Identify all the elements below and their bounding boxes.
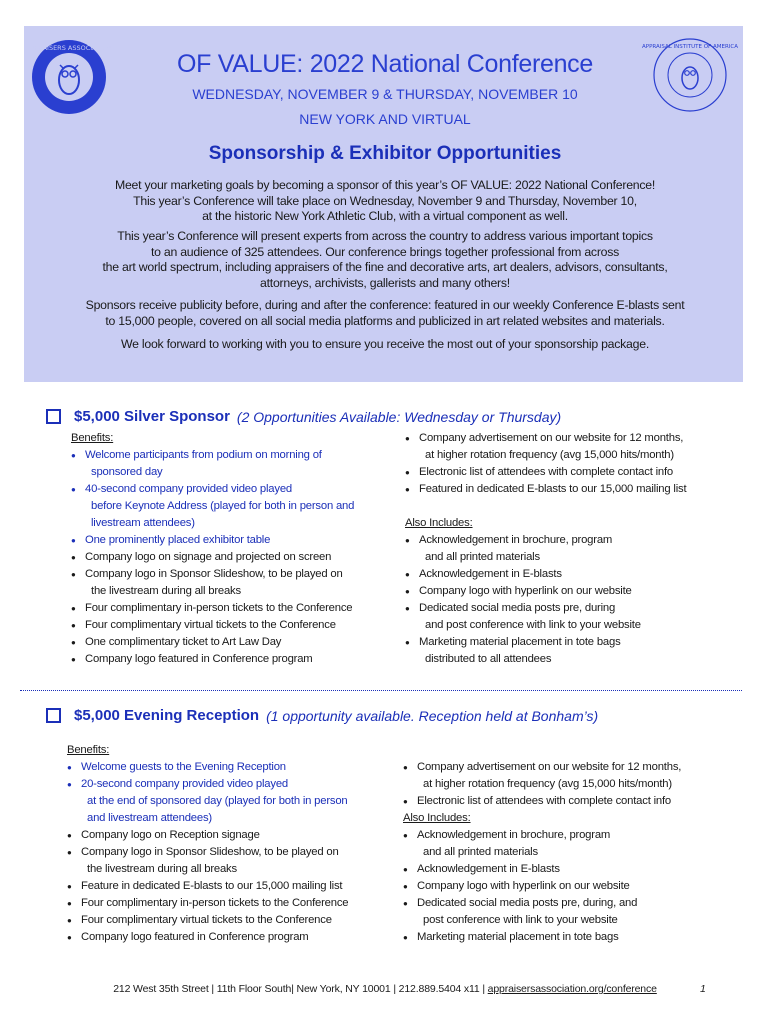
list-item (403, 895, 733, 929)
logo-right-label: APPRAISAL INSTITUTE OF AMERICA (642, 44, 738, 50)
list-item-text: and all printed materials (423, 846, 538, 858)
list-item-text: Company logo with hyperlink on our website (419, 585, 632, 597)
list-item (67, 759, 397, 776)
intro-line: Sponsors receive publicity before, during and after the conference: featured in our weekly Conference E-blasts sent (85, 298, 685, 312)
intro-line: This year’s Conference will present experts from across the country to address various important topics (117, 229, 653, 243)
also-includes-label: Also Includes: (405, 517, 473, 529)
list-item-text: Company logo featured in Conference program (81, 931, 309, 943)
list-item (71, 481, 396, 532)
benefits-label: Benefits: (67, 744, 110, 756)
silver-sponsor-header (46, 408, 561, 425)
list-item-text: at higher rotation frequency (avg 15,000 hits/month) (423, 778, 672, 790)
list-item (71, 600, 396, 617)
list-item (403, 878, 733, 895)
benefits-label: Benefits: (71, 432, 114, 444)
list-item-text: 20-second company provided video played (81, 778, 288, 790)
list-item-text: Electronic list of attendees with complete contact info (417, 795, 671, 807)
evening-reception-header (46, 707, 598, 724)
list-item-text: post conference with link to your website (423, 914, 618, 926)
appraisal-institute-logo (642, 36, 738, 114)
list-item (403, 793, 733, 810)
list-item (67, 878, 397, 895)
list-item-text: Acknowledgement in E-blasts (417, 863, 560, 875)
list-item (67, 776, 397, 827)
logo-left-label: APPRAISERS ASSOCIATION (26, 44, 112, 52)
list-item (71, 447, 396, 481)
evening-left-list (67, 759, 397, 946)
list-item-text: One complimentary ticket to Art Law Day (85, 636, 282, 648)
sponsorship-heading: Sponsorship & Exhibitor Opportunities (208, 143, 562, 164)
evening-reception-checkbox[interactable] (46, 708, 61, 723)
evening-reception-note: (1 opportunity available. Reception held at Bonham’s) (266, 707, 599, 724)
list-item-text: Four complimentary virtual tickets to the Conference (85, 619, 336, 631)
list-item-text: sponsored day (91, 466, 163, 478)
list-item (405, 532, 735, 566)
list-item-text: the livestream during all breaks (91, 585, 241, 597)
list-item (403, 929, 733, 946)
conference-dates: WEDNESDAY, NOVEMBER 9 & THURSDAY, NOVEMBER 10 (192, 86, 578, 102)
evening-also-list (403, 827, 733, 946)
intro-paragraph-2 (30, 229, 740, 291)
list-item-text: Company logo in Sponsor Slideshow, to be played on (85, 568, 343, 580)
intro-paragraph-1 (30, 178, 740, 225)
list-item-text: Featured in dedicated E-blasts to our 15,000 mailing list (419, 483, 687, 495)
list-item (67, 895, 397, 912)
list-item-text: and post conference with link to your website (425, 619, 641, 631)
list-item-text: Dedicated social media posts pre, during (419, 602, 616, 614)
silver-sponsor-title: $5,000 Silver Sponsor (74, 408, 230, 425)
conference-title: OF VALUE: 2022 National Conference (177, 50, 593, 78)
list-item (71, 532, 396, 549)
silver-left-list (71, 447, 396, 668)
footer-address: 212 West 35th Street | 11th Floor South| New York, NY 10001 | 212.889.5404 x11 | (113, 983, 488, 995)
footer (60, 983, 710, 995)
list-item (403, 827, 733, 861)
list-item-text: distributed to all attendees (425, 653, 552, 665)
list-item-text: Marketing material placement in tote bags (419, 636, 621, 648)
intro-line: Meet your marketing goals by becoming a sponsor of this year’s OF VALUE: 2022 National Conference! (114, 178, 656, 192)
list-item (405, 481, 735, 498)
also-includes-label: Also Includes: (403, 812, 471, 824)
silver-also-list (405, 532, 735, 668)
list-item-text: One prominently placed exhibitor table (85, 534, 271, 546)
list-item-text: Company logo on signage and projected on screen (85, 551, 332, 563)
list-item-text: Feature in dedicated E-blasts to our 15,000 mailing list (81, 880, 343, 892)
list-item (405, 430, 735, 464)
list-item-text: Acknowledgement in E-blasts (419, 568, 562, 580)
list-item (403, 759, 733, 793)
evening-right-list (403, 759, 733, 810)
list-item-text: Company logo with hyperlink on our website (417, 880, 630, 892)
list-item (405, 566, 735, 583)
evening-benefits-right (403, 759, 733, 946)
intro-paragraph-3 (30, 298, 740, 329)
intro-line: to 15,000 people, covered on all social media platforms and publicized in art related websites and materials. (105, 313, 665, 328)
list-item-text: Company advertisement on our website for 12 months, (417, 761, 682, 773)
evening-benefits-left (67, 742, 397, 946)
intro-line: to an audience of 325 attendees. Our conference brings together professional from across (150, 244, 620, 259)
list-item (71, 651, 396, 668)
list-item-text: Four complimentary in-person tickets to the Conference (85, 602, 353, 614)
list-item-text: and all printed materials (425, 551, 540, 563)
list-item (71, 566, 396, 600)
list-item (67, 912, 397, 929)
list-item-text: Dedicated social media posts pre, during, and (417, 897, 638, 909)
list-item (71, 634, 396, 651)
section-divider (20, 690, 742, 691)
list-item-text: Acknowledgement in brochure, program (419, 534, 613, 546)
list-item-text: Welcome participants from podium on morning of (85, 449, 322, 461)
list-item (67, 827, 397, 844)
list-item-text: and livestream attendees) (87, 812, 212, 824)
list-item-text: the livestream during all breaks (87, 863, 237, 875)
list-item (405, 634, 735, 668)
silver-benefits-left (71, 430, 396, 668)
list-item-text: Company logo on Reception signage (81, 829, 260, 841)
list-item-text: at the end of sponsored day (played for both in person (87, 795, 348, 807)
page-number: 1 (700, 983, 706, 995)
list-item-text: Four complimentary in-person tickets to the Conference (81, 897, 349, 909)
silver-benefits-right (405, 430, 735, 668)
silver-right-list (405, 430, 735, 498)
list-item (71, 549, 396, 566)
list-item-text: Marketing material placement in tote bags (417, 931, 619, 943)
silver-sponsor-checkbox[interactable] (46, 409, 61, 424)
list-item-text: livestream attendees) (91, 517, 195, 529)
list-item-text: 40-second company provided video played (85, 483, 292, 495)
list-item (403, 861, 733, 878)
evening-reception-title: $5,000 Evening Reception (74, 707, 260, 724)
list-item-text: at higher rotation frequency (avg 15,000 hits/month) (425, 449, 674, 461)
list-item (71, 617, 396, 634)
list-item-text: before Keynote Address (played for both in person and (91, 500, 355, 512)
intro-line: This year’s Conference will take place on Wednesday, November 9 and Thursday, November 10, (133, 193, 637, 208)
conference-link[interactable]: appraisersassociation.org/conference (487, 983, 657, 995)
list-item (405, 464, 735, 481)
silver-sponsor-note: (2 Opportunities Available: Wednesday or Thursday) (236, 408, 562, 425)
list-item-text: Acknowledgement in brochure, program (417, 829, 611, 841)
list-item-text: Four complimentary virtual tickets to the Conference (81, 914, 332, 926)
list-item-text: Company logo in Sponsor Slideshow, to be played on (81, 846, 339, 858)
list-item (405, 600, 735, 634)
list-item (405, 583, 735, 600)
conference-location: NEW YORK AND VIRTUAL (299, 111, 471, 127)
intro-line: at the historic New York Athletic Club, with a virtual component as well. (202, 209, 568, 223)
intro-paragraph-4: We look forward to working with you to ensure you receive the most out of your sponsorship package. (121, 337, 649, 351)
list-item (67, 844, 397, 878)
list-item-text: Company advertisement on our website for 12 months, (419, 432, 684, 444)
list-item-text: Company logo featured in Conference program (85, 653, 313, 665)
appraisers-association-logo (26, 38, 112, 116)
list-item-text: Welcome guests to the Evening Reception (81, 761, 286, 773)
list-item (67, 929, 397, 946)
intro-line: attorneys, archivists, gallerists and many others! (260, 275, 510, 290)
intro-line: the art world spectrum, including appraisers of the fine and decorative arts, art dealers, advisors, consultants, (102, 260, 668, 274)
list-item-text: Electronic list of attendees with complete contact info (419, 466, 673, 478)
